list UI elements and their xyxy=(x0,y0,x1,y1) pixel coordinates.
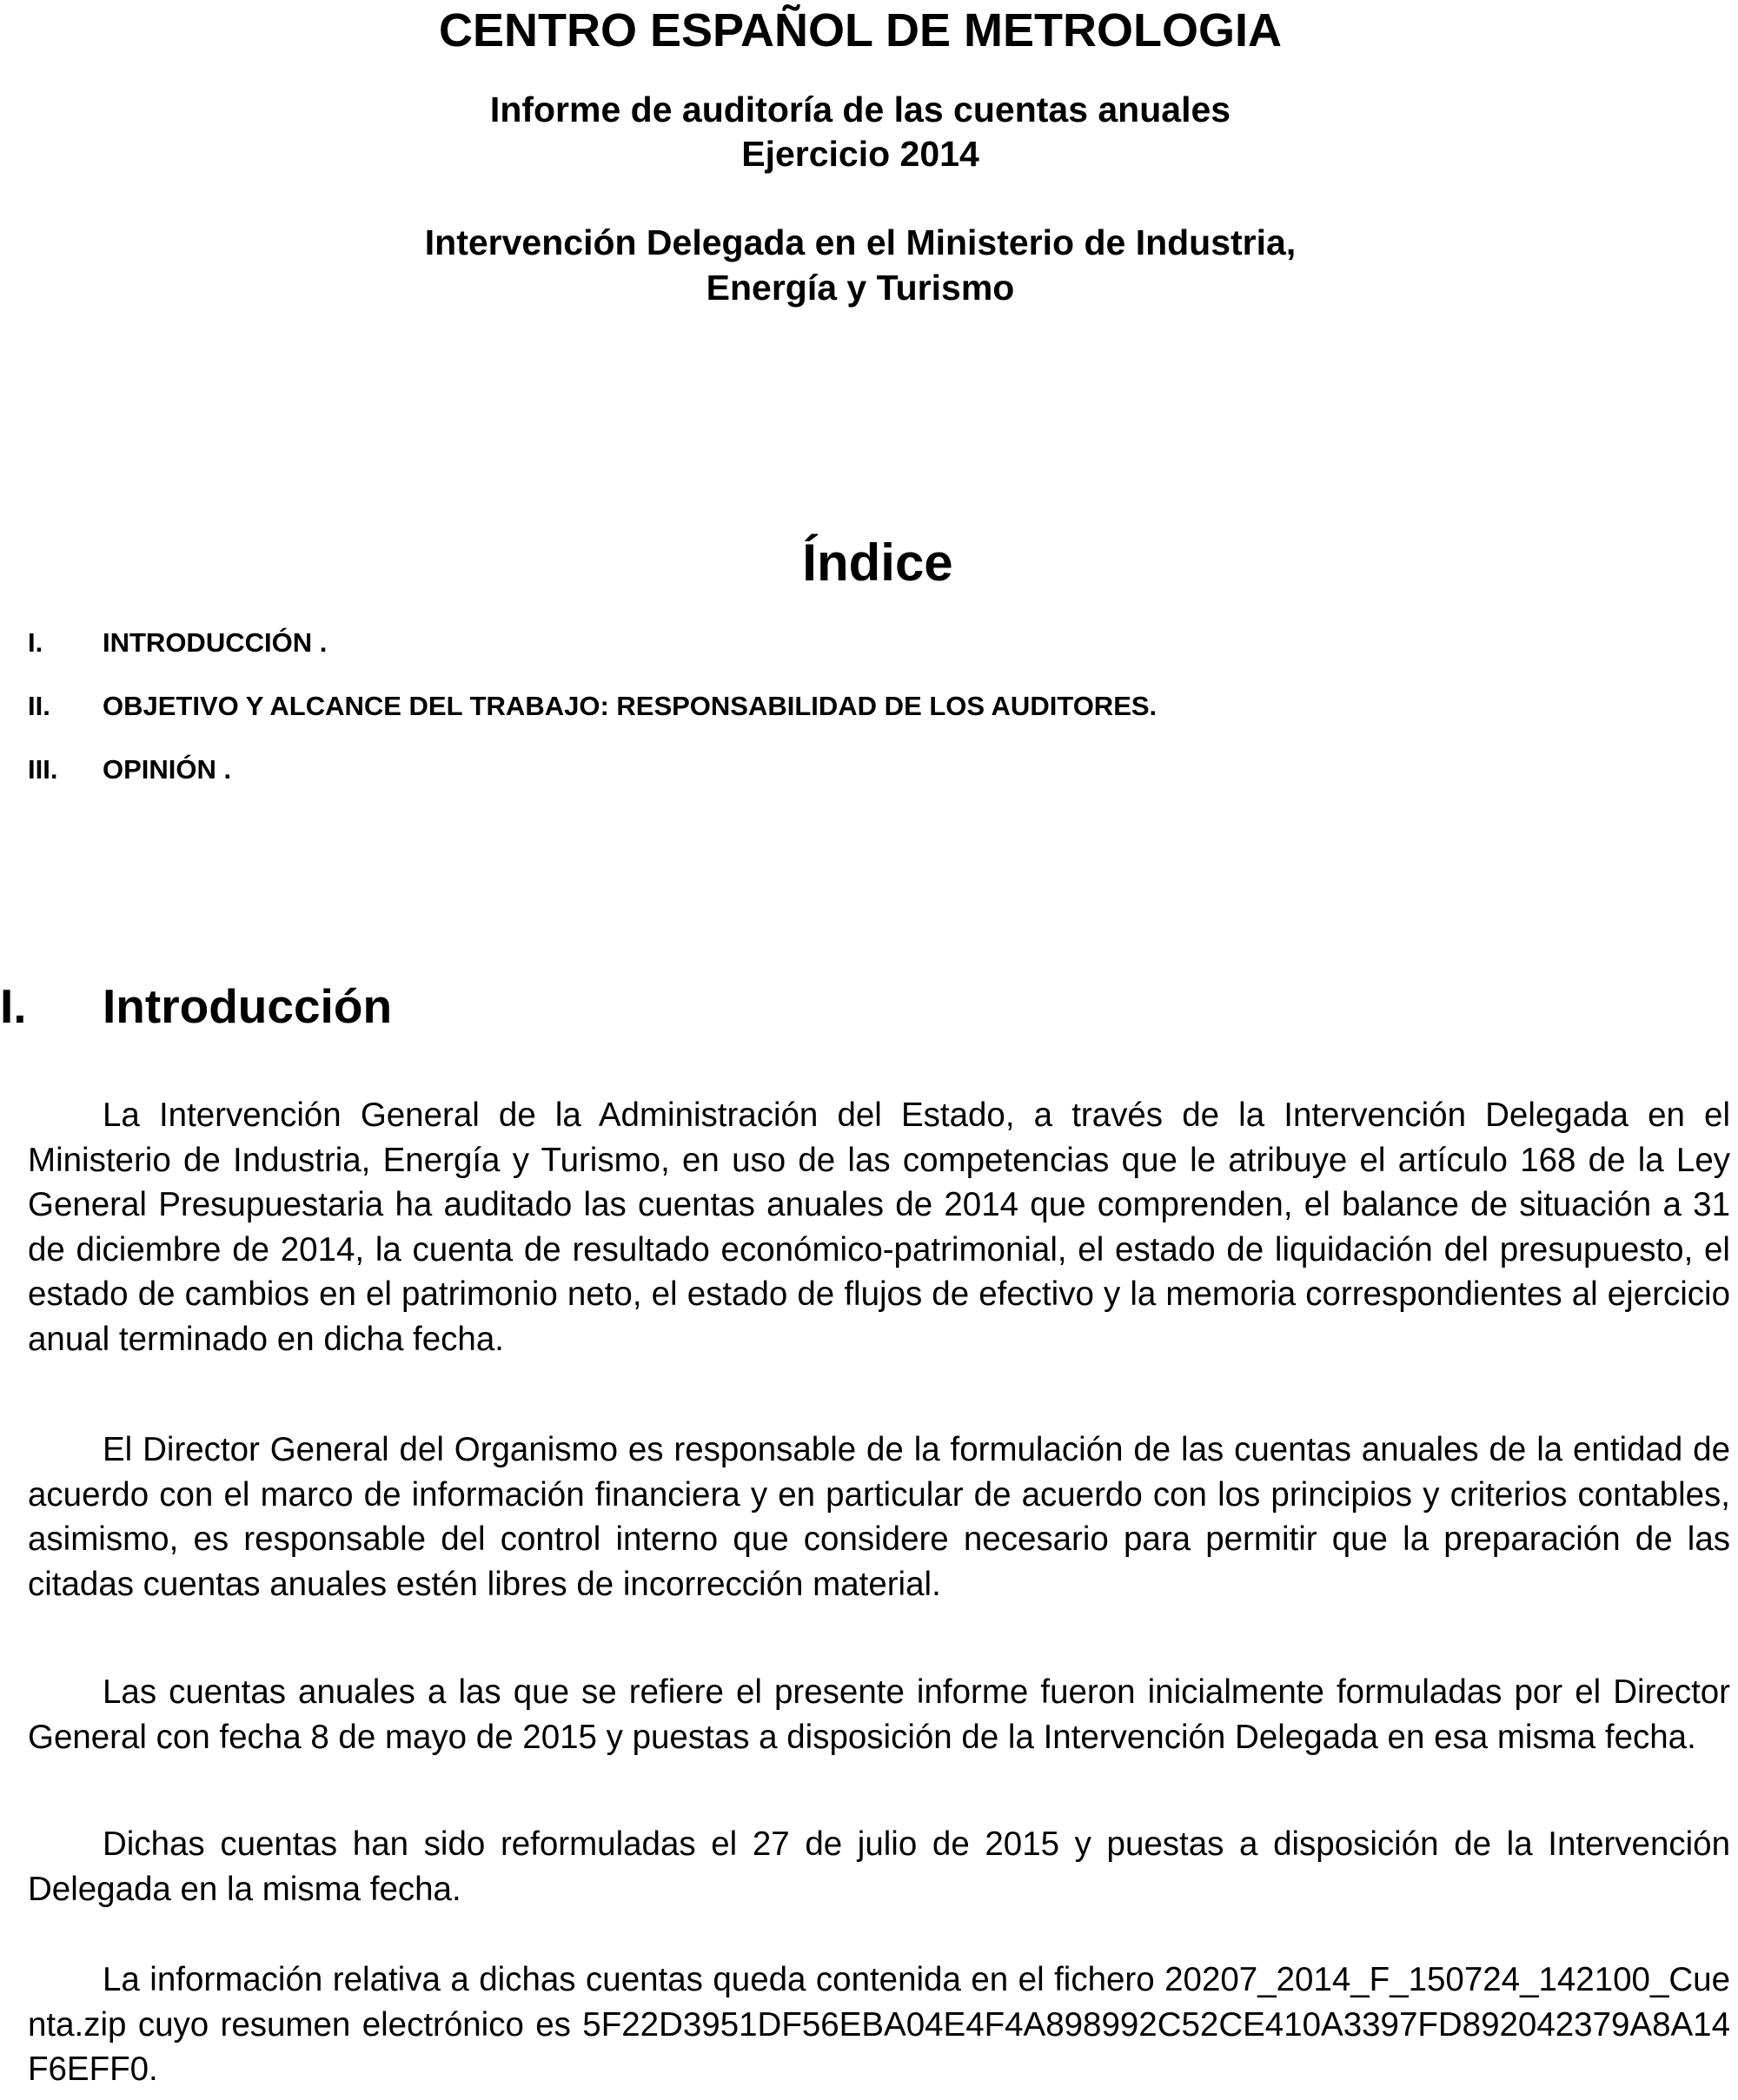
toc-item-number: III. xyxy=(28,754,58,785)
paragraph-director-responsibility: El Director General del Organismo es responsable de la formulación de las cuentas anuales de la entidad de acuerdo con el marco de información financiera y en particular de acuerdo con los principios y criterios contables, asimismo, es responsable del control interno que considere necesario para permitir que la preparación de las citadas cuentas anuales estén libres de incorrección material. xyxy=(28,1431,1730,1603)
paragraph-audit-scope: La Intervención General de la Administración del Estado, a través de la Intervención Delegada en el Ministerio de Industria, Energía y Turismo, en uso de las competencias que le atribuye el artículo 168 de la Ley General Presupuestaria ha auditado las cuentas anuales de 2014 que comprenden, el balance de situación a 31 de diciembre de 2014, la cuenta de resultado económico-patrimonial, el estado de liquidación del presupuesto, el estado de cambios en el patrimonio neto, el estado de flujos de efectivo y la memoria correspondientes al ejercicio anual terminado en dicha fecha. xyxy=(28,1096,1730,1358)
paragraph-initial-formulation: Las cuentas anuales a las que se refiere el presente informe fueron inicialmente formuladas por el Director General con fecha 8 de mayo de 2015 y puestas a disposición de la Intervención Delegada en esa misma fecha. xyxy=(28,1673,1730,1756)
toc-item-number: I. xyxy=(28,627,43,658)
report-year: Ejercicio 2014 xyxy=(741,134,979,174)
report-subtitle: Informe de auditoría de las cuentas anuales xyxy=(489,89,1231,129)
document-title: CENTRO ESPAÑOL DE METROLOGIA xyxy=(438,4,1283,56)
toc-item-label: OBJETIVO Y ALCANCE DEL TRABAJO: RESPONSABILIDAD DE LOS AUDITORES. xyxy=(103,691,1158,721)
issuer-line-1: Intervención Delegada en el Ministerio de Industria, xyxy=(424,222,1297,262)
paragraph-reformulation: Dichas cuentas han sido reformuladas el 27 de julio de 2015 y puestas a disposición de la Intervención Delegada en la misma fecha. xyxy=(28,1825,1730,1908)
section-title: Introducción xyxy=(103,979,393,1033)
issuer-line-2: Energía y Turismo xyxy=(706,268,1015,308)
paragraph-file-hash: La información relativa a dichas cuentas queda contenida en el fichero 20207_2014_F_150724_142100_Cuenta.zip cuyo resumen electrónico es 5F22D3951DF56EBA04E4F4A898992C52CE410A3397FD892042379A8A14F6EFF0. xyxy=(28,1961,1730,2088)
section-number: I. xyxy=(0,979,27,1033)
toc-item-label: INTRODUCCIÓN . xyxy=(103,627,328,658)
index-title: Índice xyxy=(802,533,953,592)
toc-item-number: II. xyxy=(28,691,50,721)
toc-item-label: OPINIÓN . xyxy=(103,754,232,785)
